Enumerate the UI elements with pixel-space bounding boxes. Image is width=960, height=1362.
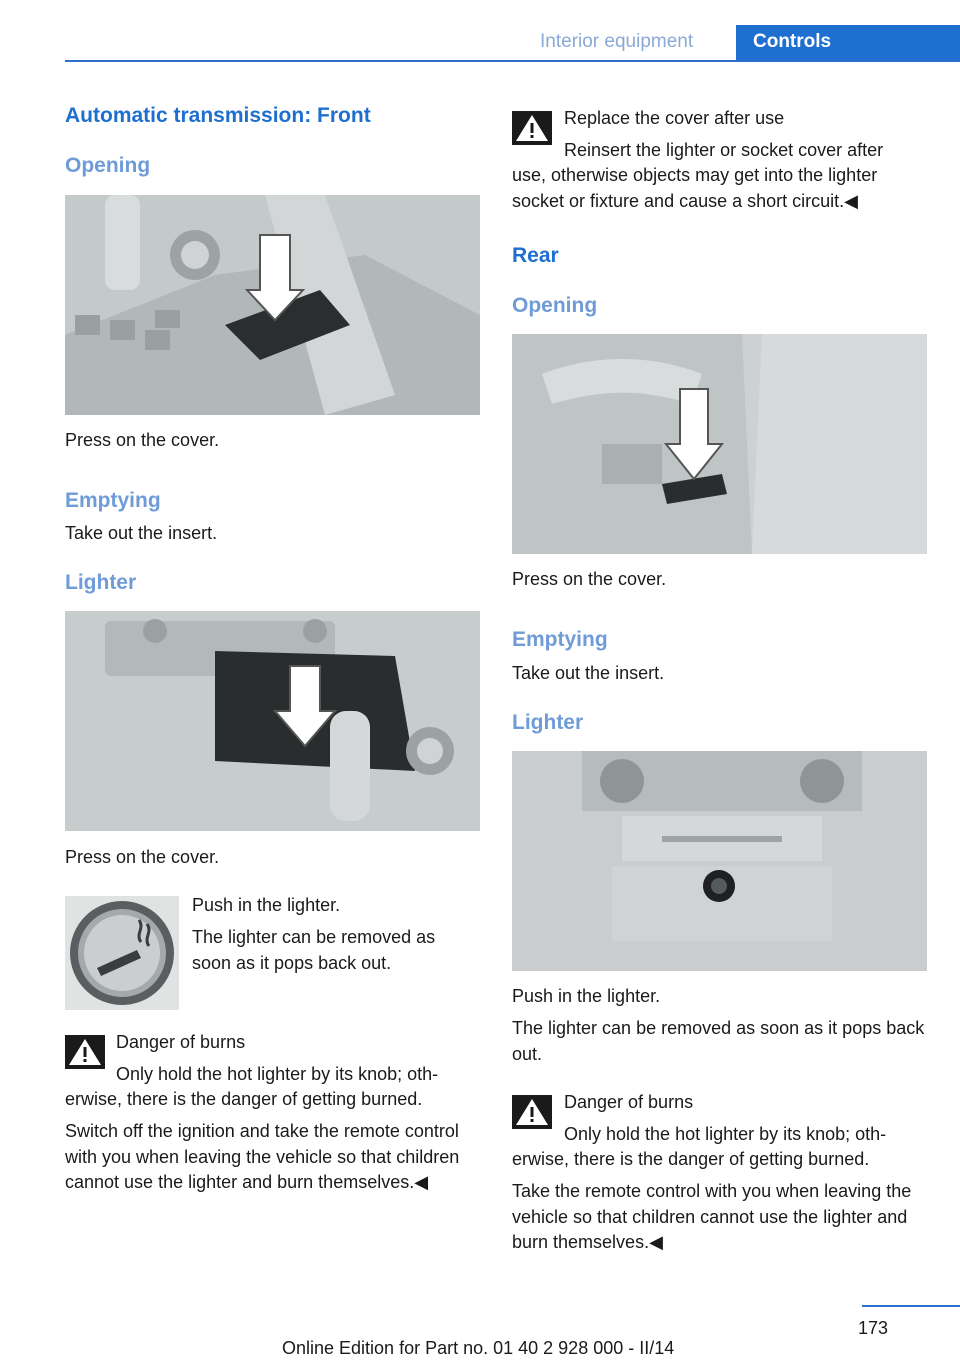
- warning-line1-rear: Only hold the hot lighter by its knob; oth-: [564, 1124, 887, 1144]
- rear-lighter-image: [512, 751, 927, 971]
- warning-title-rear: Danger of burns: [564, 1092, 694, 1112]
- heading-opening-rear: Opening: [512, 294, 598, 317]
- warning-line2-rear: erwise, there is the danger of getting burned.: [512, 1149, 870, 1169]
- heading-lighter: Lighter: [65, 571, 137, 594]
- text-push-lighter-rear: Push in the lighter.: [512, 986, 661, 1006]
- lighter-button-graphic: [65, 896, 179, 1010]
- warning-text-rear: Take the remote control with you when leaving the vehicle so that children cannot use the lighter and burn themselves.◀: [512, 1181, 912, 1252]
- heading-lighter-rear: Lighter: [512, 711, 584, 734]
- warning-icon: [65, 1035, 105, 1069]
- lighter-button-icon: [65, 896, 179, 1010]
- warning-line1: Only hold the hot lighter by its knob; oth-: [116, 1064, 439, 1084]
- warning-text: Switch off the ignition and take the remote control with you when leaving the vehicle so that children cannot use the lighter and burn themselves.◀: [65, 1121, 460, 1192]
- section-title: Automatic transmission: Front: [65, 104, 371, 127]
- warning-title: Danger of burns: [116, 1032, 246, 1052]
- heading-emptying: Emptying: [65, 489, 161, 512]
- header-section: Interior equipment: [540, 31, 694, 52]
- footer-rule: [862, 1305, 960, 1307]
- tab-controls[interactable]: [736, 25, 960, 61]
- page-number: 173: [858, 1318, 889, 1338]
- footer-edition: Online Edition for Part no. 01 40 2 928 000 - II/14: [282, 1338, 675, 1358]
- cover-warning-line1: Reinsert the lighter or socket cover after: [564, 140, 884, 160]
- text-lighter-removed-rear: The lighter can be removed as soon as it pops back out.: [512, 1018, 925, 1064]
- caption-lighter: Press on the cover.: [65, 847, 220, 867]
- text-lighter-removed: The lighter can be removed as soon as it pops back out.: [192, 927, 436, 973]
- cover-warning-title: Replace the cover after use: [564, 108, 785, 128]
- front-lighter-illustration: [65, 611, 480, 831]
- heading-rear: Rear: [512, 244, 559, 267]
- rear-lighter-illustration: [512, 751, 927, 971]
- warning-line2: erwise, there is the danger of getting burned.: [65, 1089, 423, 1109]
- warning-icon: [512, 1095, 552, 1129]
- front-lighter-image: [65, 611, 480, 831]
- text-emptying-rear: Take out the insert.: [512, 663, 665, 683]
- front-ashtray-illustration: [65, 195, 480, 415]
- caption-opening-rear: Press on the cover.: [512, 569, 667, 589]
- heading-opening: Opening: [65, 154, 151, 177]
- warning-icon: [512, 111, 552, 145]
- caption-opening: Press on the cover.: [65, 430, 220, 450]
- header-rule: [65, 60, 960, 62]
- tab-label: Controls: [753, 31, 832, 52]
- text-push-lighter: Push in the lighter.: [192, 895, 341, 915]
- front-ashtray-image: [65, 195, 480, 415]
- cover-warning-rest: use, otherwise objects may get into the lighter socket or fixture and cause a short circuit.◀: [512, 165, 878, 211]
- heading-emptying-rear: Emptying: [512, 628, 608, 651]
- rear-ashtray-illustration: [512, 334, 927, 554]
- text-emptying: Take out the insert.: [65, 523, 218, 543]
- rear-ashtray-image: [512, 334, 927, 554]
